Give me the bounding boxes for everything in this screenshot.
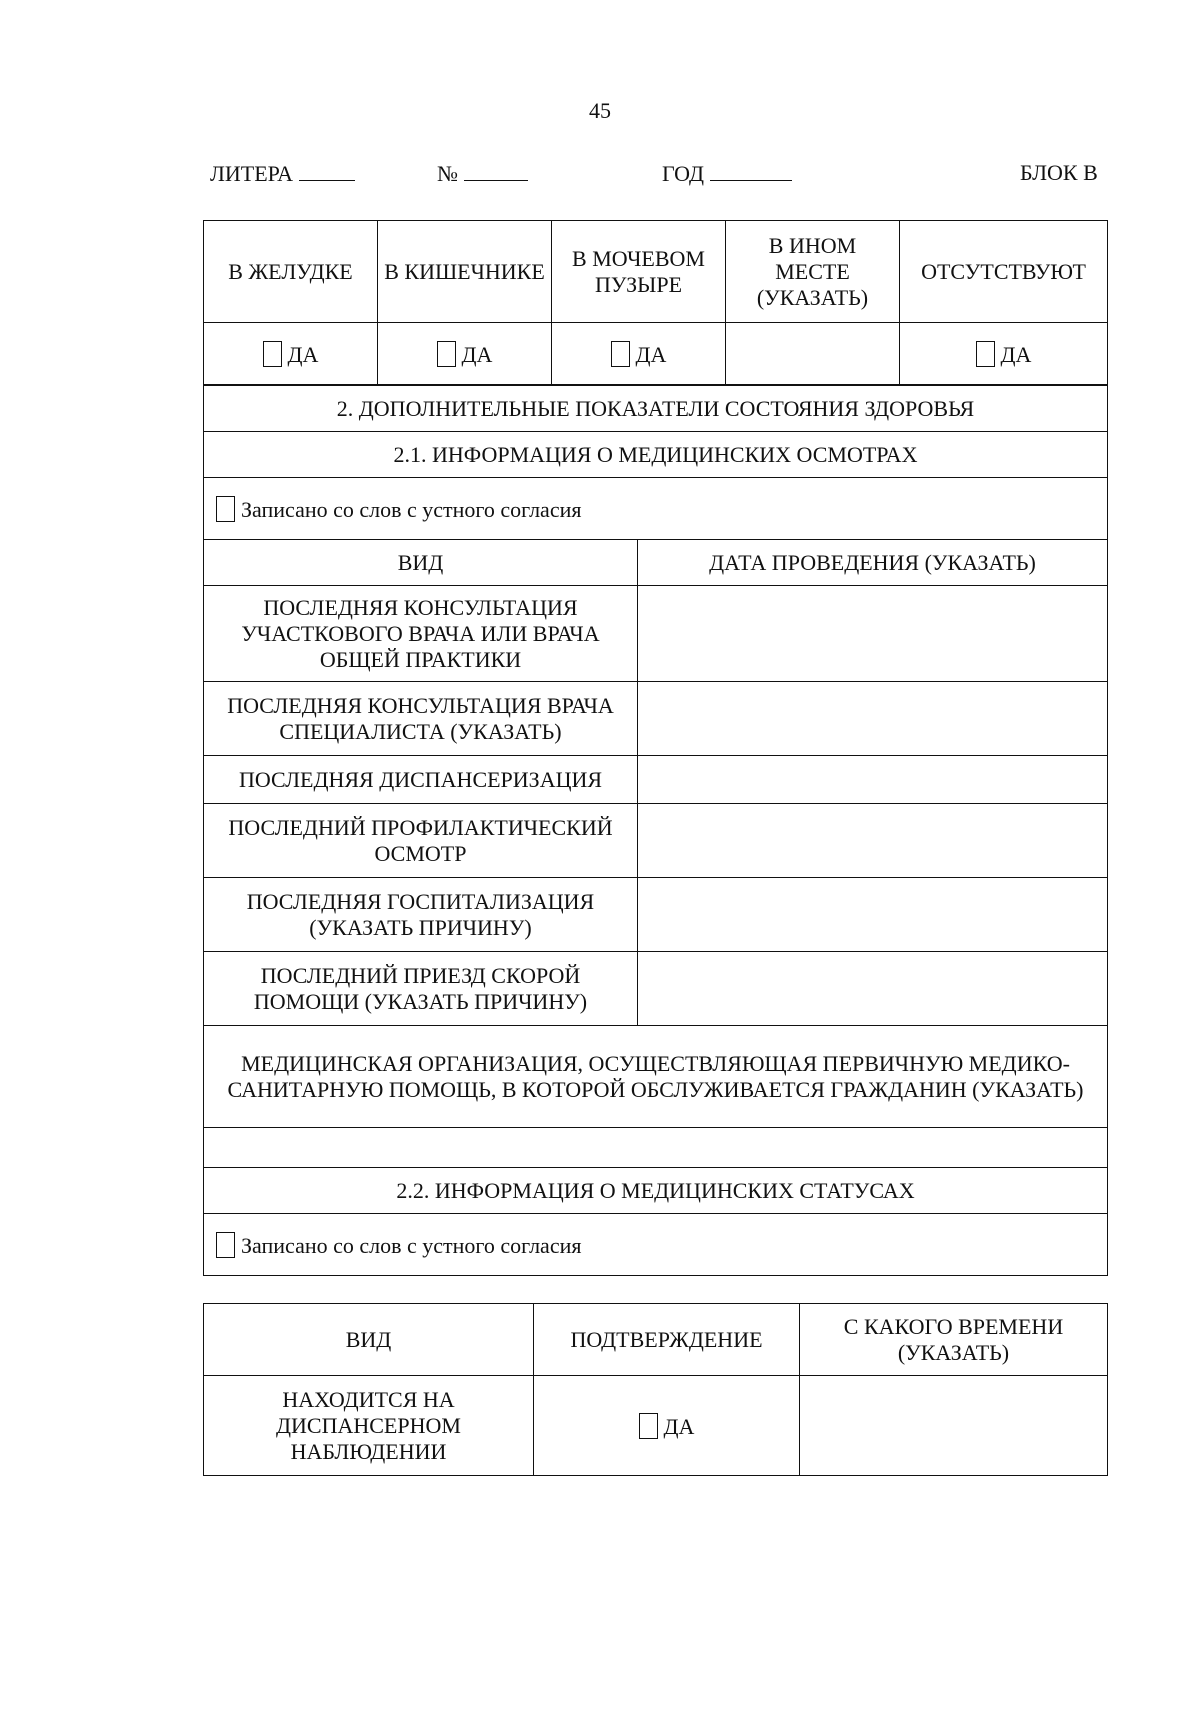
litera-input[interactable]: [299, 160, 355, 181]
status-col-since: С КАКОГО ВРЕМЕНИ (УКАЗАТЬ): [800, 1304, 1108, 1376]
exam-row-label: ПОСЛЕДНЯЯ ГОСПИТАЛИЗАЦИЯ (УКАЗАТЬ ПРИЧИНУ): [204, 878, 638, 952]
year-field: [662, 160, 792, 187]
exam-row-label: ПОСЛЕДНЯЯ КОНСУЛЬТАЦИЯ УЧАСТКОВОГО ВРАЧА ИЛИ ВРАЧА ОБЩЕЙ ПРАКТИКИ: [204, 586, 638, 682]
stomach-yes-checkbox[interactable]: [263, 341, 282, 367]
intestine-yes-cell: [378, 323, 552, 385]
status-col-type: ВИД: [204, 1304, 534, 1376]
section-2-title: 2. ДОПОЛНИТЕЛЬНЫЕ ПОКАЗАТЕЛИ СОСТОЯНИЯ ЗДОРОВЬЯ: [204, 386, 1108, 432]
status-yes-checkbox[interactable]: [639, 1413, 658, 1439]
page-number: 45: [589, 98, 611, 123]
medical-organization-input[interactable]: [204, 1128, 1108, 1168]
location-col-absent: ОТСУТСТВУЮТ: [900, 221, 1108, 323]
section-2-1-title: 2.1. ИНФОРМАЦИЯ О МЕДИЦИНСКИХ ОСМОТРАХ: [204, 432, 1108, 478]
stomach-yes-cell: [204, 323, 378, 385]
medical-exams-table: [203, 385, 1108, 1276]
location-answer-row: [204, 323, 1108, 385]
exam-col-type: ВИД: [204, 540, 638, 586]
bladder-yes-checkbox[interactable]: [611, 341, 630, 367]
exam-row-label: ПОСЛЕДНИЙ ПРОФИЛАКТИЧЕСКИЙ ОСМОТР: [204, 804, 638, 878]
consent-checkbox[interactable]: [216, 496, 235, 522]
absent-yes-checkbox[interactable]: [976, 341, 995, 367]
other-location-input[interactable]: [726, 323, 900, 385]
yes-label: ДА: [461, 341, 493, 367]
litera-field: [210, 160, 355, 187]
status-consent-checkbox[interactable]: [216, 1232, 235, 1258]
exam-date-input[interactable]: [638, 586, 1108, 682]
exam-date-input[interactable]: [638, 756, 1108, 804]
status-since-input[interactable]: [800, 1376, 1108, 1476]
status-confirm-cell: [534, 1376, 800, 1476]
status-col-confirm: ПОДТВЕРЖДЕНИЕ: [534, 1304, 800, 1376]
intestine-yes-checkbox[interactable]: [437, 341, 456, 367]
location-col-stomach: В ЖЕЛУДКЕ: [204, 221, 378, 323]
location-col-bladder: В МОЧЕВОМ ПУЗЫРЕ: [552, 221, 726, 323]
consent-label: Записано со слов с устного согласия: [241, 496, 582, 522]
exam-row-label: ПОСЛЕДНИЙ ПРИЕЗД СКОРОЙ ПОМОЩИ (УКАЗАТЬ ПРИЧИНУ): [204, 952, 638, 1026]
section-2-2-title: 2.2. ИНФОРМАЦИЯ О МЕДИЦИНСКИХ СТАТУСАХ: [204, 1168, 1108, 1214]
exam-date-input[interactable]: [638, 952, 1108, 1026]
year-label: ГОД: [662, 161, 704, 186]
number-field: [437, 160, 528, 187]
exam-row-label: ПОСЛЕДНЯЯ КОНСУЛЬТАЦИЯ ВРАЧА СПЕЦИАЛИСТА (УКАЗАТЬ): [204, 682, 638, 756]
consent-row: [204, 478, 1108, 540]
location-col-other: В ИНОМ МЕСТЕ (УКАЗАТЬ): [726, 221, 900, 323]
litera-label: ЛИТЕРА: [210, 161, 293, 186]
bladder-yes-cell: [552, 323, 726, 385]
location-col-intestine: В КИШЕЧНИКЕ: [378, 221, 552, 323]
year-input[interactable]: [710, 160, 792, 181]
yes-label: ДА: [635, 341, 667, 367]
yes-label: ДА: [287, 341, 319, 367]
yes-label: ДА: [663, 1413, 695, 1439]
yes-label: ДА: [1000, 341, 1032, 367]
absent-yes-cell: [900, 323, 1108, 385]
status-row-label: НАХОДИТСЯ НА ДИСПАНСЕРНОМ НАБЛЮДЕНИИ: [204, 1376, 534, 1476]
medical-status-table: [203, 1303, 1108, 1476]
exam-row-label: ПОСЛЕДНЯЯ ДИСПАНСЕРИЗАЦИЯ: [204, 756, 638, 804]
location-header-row: [204, 221, 1108, 323]
exam-date-input[interactable]: [638, 804, 1108, 878]
location-table: [203, 220, 1108, 385]
number-label: №: [437, 161, 458, 186]
status-consent-row: [204, 1214, 1108, 1276]
block-label: БЛОК В: [1020, 160, 1098, 185]
exam-col-date: ДАТА ПРОВЕДЕНИЯ (УКАЗАТЬ): [638, 540, 1108, 586]
exam-date-input[interactable]: [638, 878, 1108, 952]
status-consent-label: Записано со слов с устного согласия: [241, 1232, 582, 1258]
number-input[interactable]: [464, 160, 528, 181]
medical-organization-label: МЕДИЦИНСКАЯ ОРГАНИЗАЦИЯ, ОСУЩЕСТВЛЯЮЩАЯ ПЕРВИЧНУЮ МЕДИКО-САНИТАРНУЮ ПОМОЩЬ, В КОТОРОЙ ОБСЛУЖИВАЕТСЯ ГРАЖДАНИН (УКАЗАТЬ): [204, 1026, 1108, 1128]
exam-date-input[interactable]: [638, 682, 1108, 756]
